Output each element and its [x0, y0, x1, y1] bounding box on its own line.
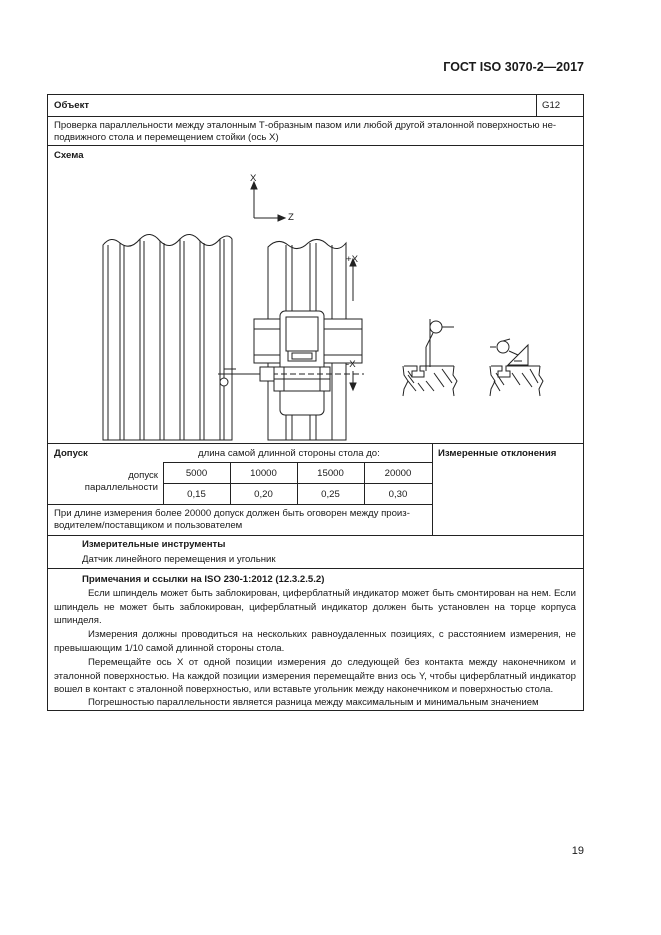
axis-x-label: X — [250, 173, 257, 184]
tolerance-note-line2: водителем/поставщиком и пользователем — [54, 520, 243, 531]
detail-square-indicator — [490, 339, 543, 396]
notes-paragraph-3: Перемещайте ось Х от одной позиции измерения до следующей без контакта между наконечником и эталонной поверхностью. На каждой позиции измерения перемещайте вниз ось Y, чтобы циферблатный индикатор вошел в контакт с эталонной поверхностью, или вставьте угольник между наконечником и поверхностью стола. — [54, 657, 576, 695]
tolerance-cell: 0,30 — [388, 489, 408, 500]
rule-instruments — [48, 568, 583, 569]
rule-code — [536, 95, 537, 116]
tolerance-row-label-line2: параллельности — [84, 482, 158, 493]
tolerance-note-line1: При длине измерения более 20000 допуск должен быть оговорен между произ- — [54, 508, 410, 519]
document-header: ГОСТ ISO 3070-2—2017 — [443, 60, 584, 74]
axis-z-label: Z — [288, 212, 294, 223]
object-code: G12 — [542, 100, 561, 111]
length-cell: 20000 — [384, 468, 412, 479]
coordinate-axes — [251, 182, 285, 221]
notes-paragraph-4: Погрешностью параллельности является разница между максимальным и минимальным значением — [88, 697, 539, 708]
measured-deviations-label: Измеренные отклонения — [438, 448, 557, 459]
object-description-line2: подвижного стола и перемещением стойки (ось Х) — [54, 132, 279, 143]
rule-scheme — [48, 443, 583, 444]
detail-tslot-indicator — [403, 319, 457, 396]
tolerance-label: Допуск — [54, 448, 88, 459]
rule-measured — [432, 443, 433, 535]
tolerance-row-label-line1: допуск — [128, 470, 158, 481]
scheme-drawing — [48, 159, 583, 441]
instruments-text: Датчик линейного перемещения и угольник — [82, 554, 276, 565]
object-label: Объект — [54, 100, 90, 111]
object-description-line1: Проверка параллельности между эталонным Т-образным пазом или любой другой эталонной поверхностью не- — [54, 120, 557, 131]
length-cell: 10000 — [250, 468, 277, 479]
instruments-label: Измерительные инструменты — [82, 539, 226, 550]
length-cell: 15000 — [317, 468, 344, 479]
tolerance-length-header: длина самой длинной стороны стола до: — [198, 448, 380, 459]
scheme-label: Схема — [54, 150, 84, 161]
tolerance-cell: 0,20 — [254, 489, 273, 500]
tolerance-cell: 0,25 — [321, 489, 340, 500]
notes-paragraph-1: Если шпиндель может быть заблокирован, циферблатный индикатор может быть смонтирован на нем. Если шпиндель не может быть заблокирован, циферблатный индикатор должен быть установлен на торце корпуса шпинделя. — [54, 588, 576, 626]
tolerance-cell: 0,15 — [187, 489, 206, 500]
plus-x-label: +X — [346, 254, 359, 265]
rule-tolerance-note — [48, 535, 583, 536]
length-cell: 5000 — [185, 468, 208, 479]
minus-x-label: -X — [346, 359, 356, 370]
rule-object — [48, 116, 583, 117]
rule-description — [48, 145, 583, 146]
dial-indicator — [220, 360, 274, 388]
page-number: 19 — [571, 845, 584, 857]
table-body — [103, 234, 232, 440]
notes-paragraph-2: Измерения должны проводиться на нескольких равноудаленных позициях, с расстоянием измерения, не превышающим 1/10 самой длинной стороны стола. — [54, 629, 576, 654]
notes-label: Примечания и ссылки на ISO 230-1:2012 (12.3.2.5.2) — [82, 574, 325, 585]
test-card-table — [47, 94, 584, 711]
rule-tolerance-values — [48, 504, 432, 505]
